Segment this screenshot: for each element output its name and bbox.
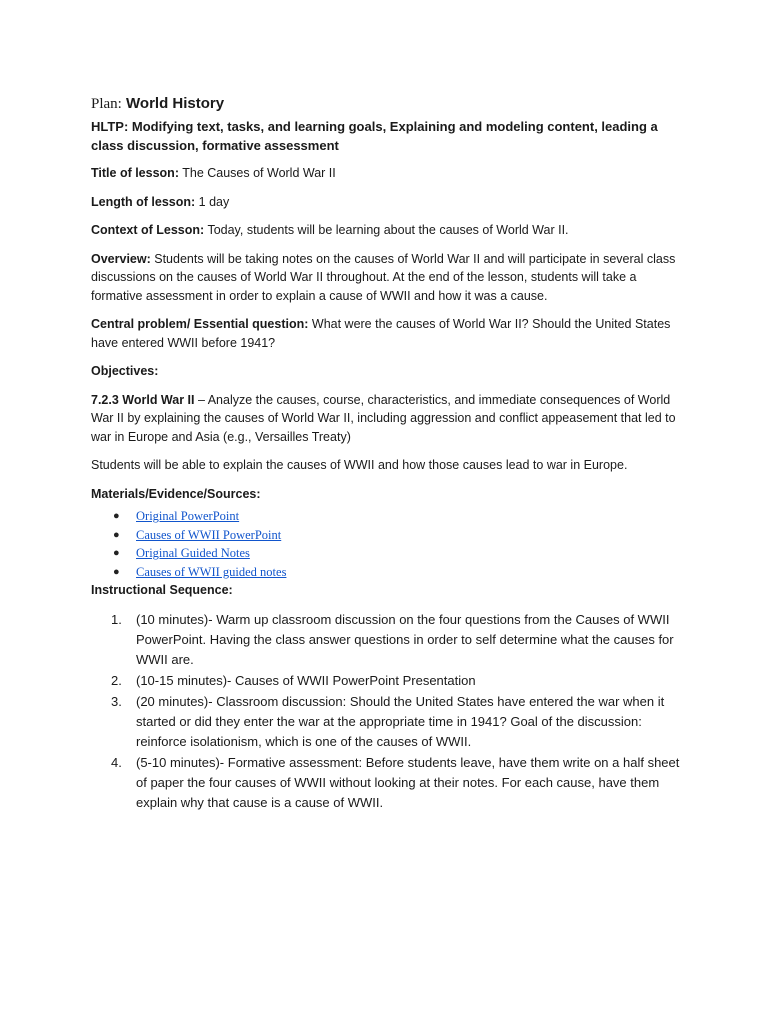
step-item — [111, 753, 684, 813]
plan-title: World History — [126, 95, 225, 112]
length-of-lesson-value: 1 day — [198, 194, 230, 209]
material-item — [113, 507, 684, 526]
standard-7-2-3 — [91, 391, 684, 447]
instructional-sequence-heading: Instructional Sequence: — [91, 583, 233, 597]
context-of-lesson — [91, 221, 684, 240]
step-text: (20 minutes)- Classroom discussion: Should the United States have entered the war when it started or did they enter the war at the appropriate time in 1941? Goal of the discussion: reinforce isolationism, which is one of the causes of WWII. — [136, 693, 665, 749]
central-problem — [91, 315, 684, 352]
standard-label: 7.2.3 World War II — [91, 392, 195, 407]
materials-heading — [91, 485, 684, 504]
swbat-statement: Students will be able to explain the causes of WWII and how those causes lead to war in Europe. — [91, 458, 628, 472]
hltp-heading: HLTP: Modifying text, tasks, and learning goals, Explaining and modeling content, leading a class discussion, formative assessment — [91, 119, 658, 153]
central-problem-value: What were the causes of World War II? Should the United States have entered WWII before 1941? — [91, 317, 671, 350]
step-item — [111, 671, 684, 691]
instructional-steps — [91, 610, 684, 813]
bullet-icon: ● — [113, 547, 120, 559]
step-number: 4. — [111, 754, 122, 770]
causes-of-wwii-powerpoint-link[interactable]: Causes of WWII PowerPoint — [136, 527, 282, 542]
context-label: Context of Lesson: — [91, 223, 205, 237]
title-of-lesson-value: The Causes of World War II — [182, 166, 336, 180]
step-number: 1. — [111, 611, 122, 627]
causes-of-wwii-guided-notes-link[interactable]: Causes of WWII guided notes — [136, 564, 287, 579]
objectives-label: Objectives: — [91, 364, 159, 378]
material-item — [113, 563, 684, 582]
step-text: (5-10 minutes)- Formative assessment: Before students leave, have them write on a half sheet of paper the four causes of WWII without looking at their notes. For each cause, have them explain why that cause is a cause of WWII. — [136, 754, 680, 810]
step-text: (10-15 minutes)- Causes of WWII PowerPoint Presentation — [136, 672, 476, 688]
material-item — [113, 526, 684, 545]
bullet-icon: ● — [113, 510, 120, 522]
plan-heading — [91, 94, 684, 114]
standard-value: – Analyze the causes, course, characteristics, and immediate consequences of World War II by explaining the causes of World War II, including aggression and conflict appeasement that led to war in Europe and Asia (e.g., Versailles Treaty) — [91, 392, 676, 444]
overview-value: Students will be taking notes on the causes of World War II and will participate in several class discussions on the causes of World War II throughout. At the end of the lesson, students will take a formative assessment in order to explain a cause of WWII and how it was a cause. — [91, 251, 676, 303]
material-item — [113, 544, 684, 563]
context-value: Today, students will be learning about the causes of World War II. — [207, 223, 569, 237]
length-of-lesson — [91, 193, 684, 212]
overview-label: Overview: — [91, 251, 151, 266]
central-problem-label: Central problem/ Essential question: — [91, 317, 309, 331]
step-number: 2. — [111, 672, 122, 688]
bullet-icon: ● — [113, 565, 120, 578]
step-item — [111, 692, 684, 752]
original-guided-notes-link[interactable]: Original Guided Notes — [136, 546, 250, 560]
objectives-heading — [91, 362, 684, 381]
title-of-lesson — [91, 164, 684, 183]
plan-label: Plan: — [91, 96, 122, 112]
overview — [91, 250, 684, 306]
step-text: (10 minutes)- Warm up classroom discussion on the four questions from the Causes of WWII PowerPoint. Having the class answer questions in order to self determine what the causes for WWII are. — [136, 611, 674, 667]
step-number: 3. — [111, 693, 122, 709]
materials-list — [91, 507, 684, 581]
bullet-icon: ● — [113, 528, 120, 541]
length-of-lesson-label: Length of lesson: — [91, 194, 196, 209]
step-item — [111, 610, 684, 670]
materials-label: Materials/Evidence/Sources: — [91, 486, 261, 501]
original-powerpoint-link[interactable]: Original PowerPoint — [136, 509, 240, 523]
title-of-lesson-label: Title of lesson: — [91, 166, 179, 180]
